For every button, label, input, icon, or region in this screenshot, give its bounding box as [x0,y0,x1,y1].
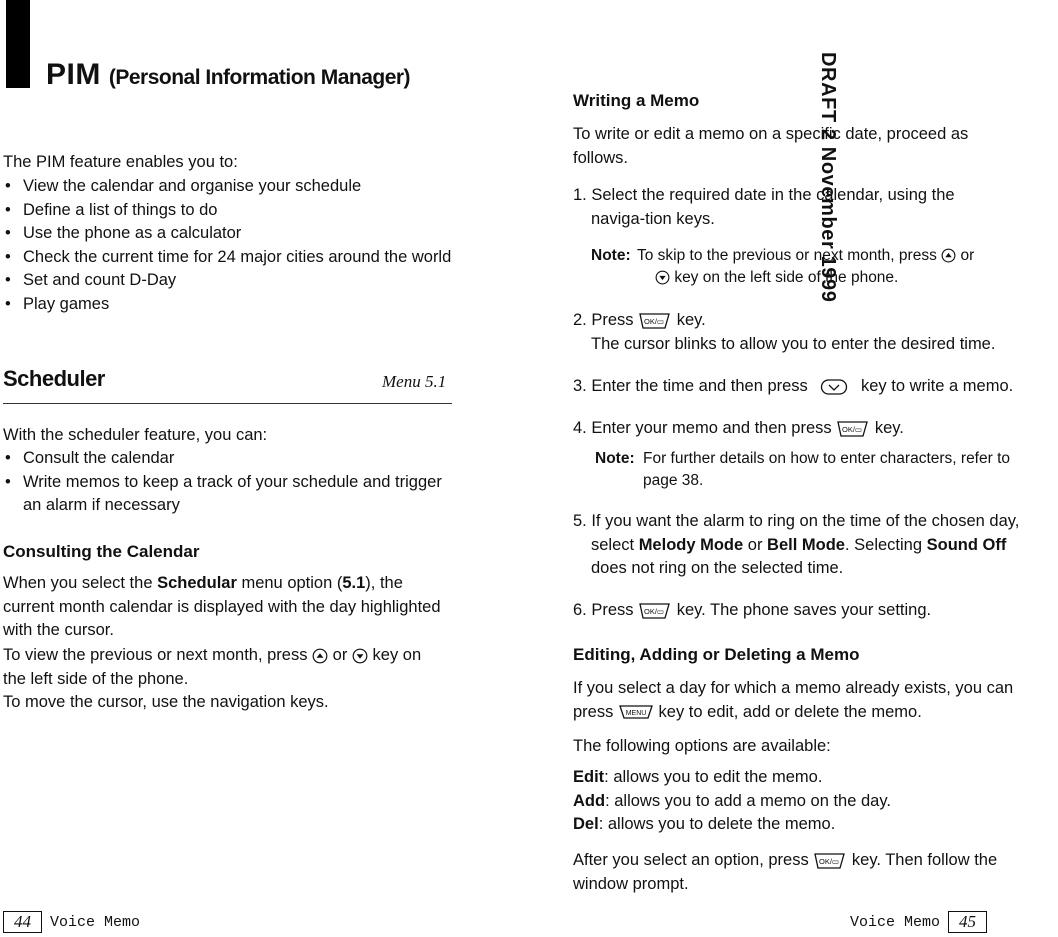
subsection-title-editing: Editing, Adding or Deleting a Memo [573,645,860,664]
writing-intro: To write or edit a memo on a specific date, proceed as follows. [573,125,969,167]
svg-text:OK/▭: OK/▭ [644,606,665,616]
svg-text:MENU: MENU [625,710,647,718]
list-item: • Play games [3,293,458,317]
list-item: Add: allows you to add a memo on the day. [573,791,891,810]
scheduler-intro: With the scheduler feature, you can: [3,426,268,444]
list-item: • View the calendar and organise your schedule [3,175,458,199]
section-divider [3,403,452,404]
page-number: 44 [3,911,42,933]
footer-left [3,911,140,933]
footer-section-label: Voice Memo [850,913,941,931]
chapter-subtitle: (Personal Information Manager) [108,66,411,89]
step-3: 3. Enter the time and then press key to write a memo. [573,377,1014,395]
list-item: • Check the current time for 24 major cities around the world [3,246,458,270]
intro-text: The PIM feature enables you to: [3,153,238,171]
step-4: 4. Enter your memo and then press OK/▭ key. [573,419,904,437]
feature-list [3,175,458,316]
list-item: Edit: allows you to edit the memo. [573,768,823,786]
note-1: Note: To skip to the previous or next month, press or key on the left side of the phone. [591,247,975,286]
ok-key-icon [813,852,847,870]
page-number: 45 [948,911,987,933]
footer-right [850,911,987,933]
options-list [573,766,891,837]
svg-text:OK/▭: OK/▭ [644,316,665,326]
footer-section-label: Voice Memo [50,913,141,931]
menu-key-icon [618,704,654,720]
down-key-icon [655,270,670,285]
after-option-paragraph: After you select an option, press OK/▭ key. Then follow the window prompt. [573,851,998,893]
chapter-marker-bar [6,0,30,88]
step-1: 1. Select the required date in the calendar, using the naviga-tion keys. [573,186,955,228]
list-item: • Consult the calendar [3,447,443,471]
consulting-nav-paragraph: To view the previous or next month, press or key on the left side of the phone. [3,646,422,688]
consulting-paragraph: When you select the Schedular menu option (5.1), the current month calendar is displayed with the day highlighted with the cursor. [3,574,441,639]
down-key-icon [352,648,368,664]
list-item: • Set and count D-Day [3,269,458,293]
subsection-title-consulting: Consulting the Calendar [3,542,200,561]
section-title-scheduler: Scheduler [3,366,105,391]
down-arrow-key-icon [820,378,848,396]
list-item: • Write memos to keep a track of your schedule and trigger an alarm if necessary [3,471,443,518]
ok-key-icon [638,602,672,620]
scheduler-list [3,447,443,518]
menu-reference: Menu 5.1 [382,372,447,391]
chapter-title: PIM (Personal Information Manager) [46,58,411,91]
up-key-icon [941,248,956,263]
ok-key-icon [836,420,870,438]
step-2: 2. Press OK/▭ key. [573,311,706,329]
consulting-cursor-paragraph: To move the cursor, use the navigation keys. [3,693,329,711]
up-key-icon [312,648,328,664]
list-item: Del: allows you to delete the memo. [573,815,836,833]
svg-text:OK/▭: OK/▭ [819,856,840,866]
options-intro: The following options are available: [573,737,831,755]
step-6: 6. Press OK/▭ key. The phone saves your setting. [573,601,932,619]
ok-key-icon [638,312,672,330]
subsection-title-writing: Writing a Memo [573,91,700,110]
step-5: 5. If you want the alarm to ring on the time of the chosen day, select Melody Mode or Bell Mode. Selecting Sound Off does not ring on the selected time. [573,512,1020,577]
note-2: Note: For further details on how to enter characters, refer to page 38. [595,450,1011,489]
step-2-detail: The cursor blinks to allow you to enter the desired time. [591,335,996,353]
editing-paragraph: If you select a day for which a memo already exists, you can press MENU key to edit, add or delete the memo. [573,679,1014,721]
list-item: • Use the phone as a calculator [3,222,458,246]
draft-side-label: DRAFT 2 November 1999 [816,52,839,303]
list-item: • Define a list of things to do [3,199,458,223]
svg-text:OK/▭: OK/▭ [842,424,863,434]
